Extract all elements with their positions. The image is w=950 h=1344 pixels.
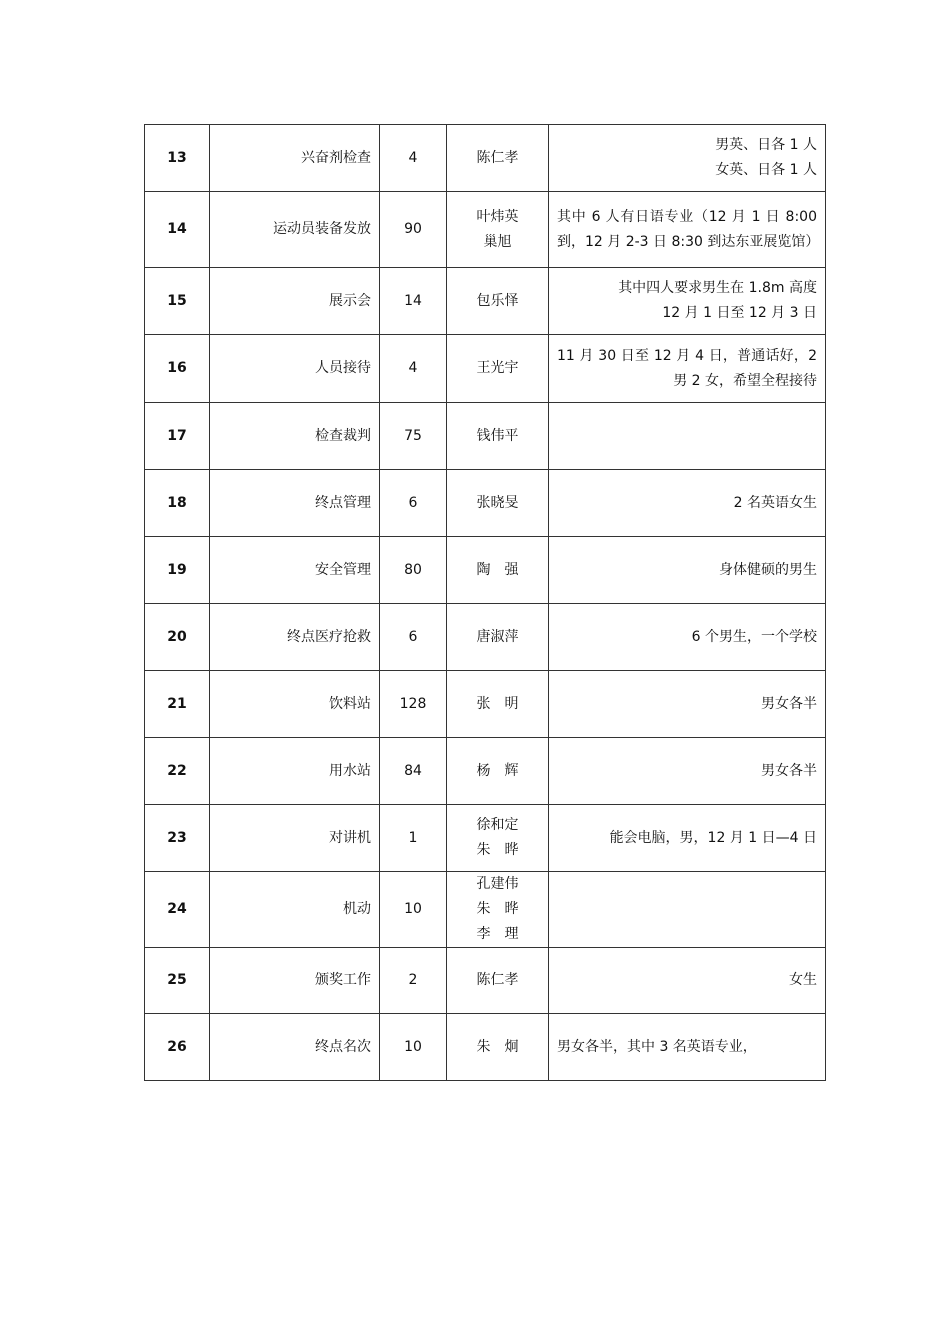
person-name: 陈仁孝 <box>476 149 519 166</box>
row-number: 13 <box>145 125 210 192</box>
person-name: 徐和定 <box>476 817 519 833</box>
task-name: 安全管理 <box>210 537 380 604</box>
person-in-charge <box>447 805 549 872</box>
table-row <box>145 805 826 872</box>
table-row <box>145 738 826 805</box>
requirements <box>549 403 826 470</box>
person-name: 张 明 <box>476 695 519 712</box>
person-in-charge <box>447 1014 549 1081</box>
person-name: 李 理 <box>476 926 519 942</box>
row-number: 19 <box>145 537 210 604</box>
row-number: 16 <box>145 335 210 403</box>
task-name: 兴奋剂检查 <box>210 125 380 192</box>
task-name: 运动员装备发放 <box>210 192 380 268</box>
person-name: 杨 辉 <box>476 762 519 779</box>
row-number: 22 <box>145 738 210 805</box>
person-in-charge <box>447 125 549 192</box>
person-in-charge <box>447 671 549 738</box>
task-name: 终点名次 <box>210 1014 380 1081</box>
person-in-charge <box>447 192 549 268</box>
requirement-line: 男英、日各 1 人 <box>715 137 817 153</box>
row-number: 15 <box>145 268 210 335</box>
table-row <box>145 604 826 671</box>
staff-count: 4 <box>380 335 447 403</box>
staff-count: 80 <box>380 537 447 604</box>
person-name: 唐淑萍 <box>476 628 519 645</box>
task-name: 用水站 <box>210 738 380 805</box>
staff-count: 75 <box>380 403 447 470</box>
row-number: 23 <box>145 805 210 872</box>
requirement-line: 女英、日各 1 人 <box>715 162 817 178</box>
staff-count: 6 <box>380 470 447 537</box>
person-in-charge <box>447 403 549 470</box>
person-in-charge <box>447 872 549 948</box>
requirements: 男女各半 <box>549 671 826 738</box>
requirements: 能会电脑，男，12 月 1 日—4 日 <box>549 805 826 872</box>
staff-count: 4 <box>380 125 447 192</box>
table-row <box>145 1014 826 1081</box>
table-row <box>145 335 826 403</box>
table-row <box>145 192 826 268</box>
requirements: 6 个男生，一个学校 <box>549 604 826 671</box>
requirement-line: 12 月 1 日至 12 月 3 日 <box>662 305 817 321</box>
table-row <box>145 872 826 948</box>
staff-count: 14 <box>380 268 447 335</box>
person-in-charge <box>447 537 549 604</box>
person-name: 包乐怿 <box>476 292 519 309</box>
staff-count: 2 <box>380 948 447 1014</box>
staff-count: 90 <box>380 192 447 268</box>
requirements <box>549 125 826 192</box>
task-name: 终点医疗抢救 <box>210 604 380 671</box>
row-number: 14 <box>145 192 210 268</box>
person-name: 张晓旻 <box>476 494 519 511</box>
person-name: 巢旭 <box>483 233 512 250</box>
row-number: 17 <box>145 403 210 470</box>
row-number: 24 <box>145 872 210 948</box>
requirements: 身体健硕的男生 <box>549 537 826 604</box>
person-name: 朱 炯 <box>476 1038 519 1055</box>
person-in-charge <box>447 470 549 537</box>
staff-count: 10 <box>380 872 447 948</box>
table-row <box>145 470 826 537</box>
row-number: 20 <box>145 604 210 671</box>
requirements: 男女各半 <box>549 738 826 805</box>
person-name: 钱伟平 <box>476 427 519 444</box>
staff-count: 84 <box>380 738 447 805</box>
requirements: 男女各半，其中 3 名英语专业， <box>549 1014 826 1081</box>
row-number: 18 <box>145 470 210 537</box>
person-name: 朱 晔 <box>476 842 519 858</box>
requirements: 女生 <box>549 948 826 1014</box>
row-number: 21 <box>145 671 210 738</box>
staff-count: 10 <box>380 1014 447 1081</box>
person-in-charge <box>447 604 549 671</box>
table-row <box>145 537 826 604</box>
task-name: 检查裁判 <box>210 403 380 470</box>
requirements: 其中 6 人有日语专业（12 月 1 日 8:00 到，12 月 2-3 日 8:30 到达东亚展览馆） <box>549 192 826 268</box>
person-name: 朱 晔 <box>476 901 519 917</box>
requirements <box>549 268 826 335</box>
row-number: 25 <box>145 948 210 1014</box>
requirement-line: 其中四人要求男生在 1.8m 高度 <box>618 280 817 296</box>
person-in-charge <box>447 268 549 335</box>
row-number: 26 <box>145 1014 210 1081</box>
requirements: 11 月 30 日至 12 月 4 日，普通话好，2 男 2 女，希望全程接待 <box>549 335 826 403</box>
person-in-charge <box>447 738 549 805</box>
person-in-charge <box>447 335 549 403</box>
task-name: 人员接待 <box>210 335 380 403</box>
table-row <box>145 948 826 1014</box>
person-name: 王光宇 <box>476 360 519 376</box>
task-name: 展示会 <box>210 268 380 335</box>
requirements: 2 名英语女生 <box>549 470 826 537</box>
table-row <box>145 268 826 335</box>
staff-count: 1 <box>380 805 447 872</box>
table-row <box>145 403 826 470</box>
person-name: 叶炜英 <box>476 208 519 225</box>
table-row <box>145 125 826 192</box>
person-name: 陈仁孝 <box>476 972 519 988</box>
person-in-charge <box>447 948 549 1014</box>
person-name: 陶 强 <box>476 561 519 578</box>
task-name: 对讲机 <box>210 805 380 872</box>
table-row <box>145 671 826 738</box>
task-name: 终点管理 <box>210 470 380 537</box>
task-name: 饮料站 <box>210 671 380 738</box>
task-name: 机动 <box>210 872 380 948</box>
staff-count: 128 <box>380 671 447 738</box>
person-name: 孔建伟 <box>476 876 519 892</box>
requirements <box>549 872 826 948</box>
staff-allocation-table <box>144 124 826 1081</box>
task-name: 颁奖工作 <box>210 948 380 1014</box>
staff-count: 6 <box>380 604 447 671</box>
